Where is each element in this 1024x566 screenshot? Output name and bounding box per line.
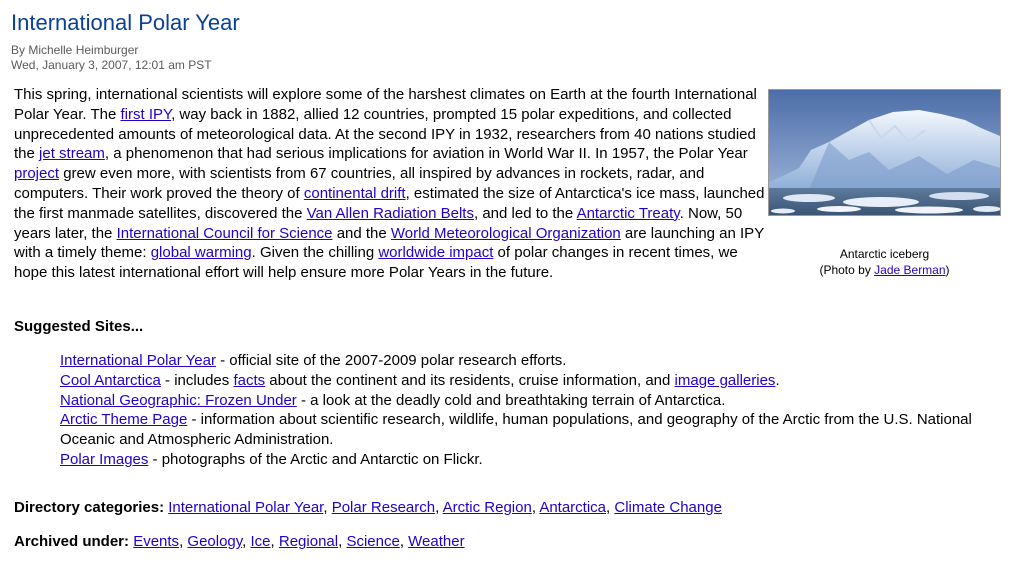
list-item <box>60 371 1010 391</box>
article-text: are launching an IPY with a timely theme: <box>14 224 764 262</box>
site-link-ipy[interactable]: International Polar Year <box>60 352 216 369</box>
article-text: , a phenomenon that had serious implications for aviation in World War II. In 1957, the Polar Year <box>104 145 748 163</box>
category-link-ipy[interactable]: International Polar Year <box>168 499 324 516</box>
category-link-polar-research[interactable]: Polar Research <box>331 499 436 516</box>
directory-categories <box>14 499 722 516</box>
photographer-link[interactable]: Jade Berman <box>874 263 946 277</box>
archived-label: Archived under: <box>14 533 130 550</box>
list-item <box>60 351 1010 371</box>
facts-link[interactable]: facts <box>233 371 266 389</box>
archive-link-science[interactable]: Science <box>346 533 400 550</box>
suggested-sites-list <box>60 351 1010 470</box>
antarctic-treaty-link[interactable]: Antarctic Treaty <box>576 204 680 222</box>
archived-under <box>14 533 465 550</box>
wmo-link[interactable]: World Meteorological Organization <box>390 224 621 242</box>
photo-credit <box>768 262 1001 278</box>
credit-prefix: (Photo by <box>819 263 875 277</box>
van-allen-belts-link[interactable]: Van Allen Radiation Belts <box>306 204 474 222</box>
site-link-arctic-theme[interactable]: Arctic Theme Page <box>60 411 188 429</box>
article-text: . Now, 50 years later, the <box>14 204 743 242</box>
site-description: - information about scientific research, wildlife, human populations, and geography of the Arctic from the U.S. National Oceanic and Atmospheric Administration. <box>60 411 972 449</box>
archive-link-events[interactable]: Events <box>133 533 180 550</box>
caption-text: Antarctic iceberg <box>839 247 930 261</box>
first-ipy-link[interactable]: first IPY <box>120 105 172 123</box>
article-text: , and led to the <box>473 204 577 222</box>
separator: , <box>323 499 332 516</box>
site-description: . <box>775 371 780 389</box>
list-item <box>60 410 1010 450</box>
global-warming-link[interactable]: global warming <box>150 244 252 262</box>
archive-link-ice[interactable]: Ice <box>250 533 271 550</box>
image-galleries-link[interactable]: image galleries <box>674 371 776 389</box>
list-item <box>60 391 1010 411</box>
site-description: - includes <box>160 371 234 389</box>
separator: , <box>399 533 409 550</box>
icsu-link[interactable]: International Council for Science <box>116 224 333 242</box>
suggested-sites-heading: Suggested Sites... <box>14 318 144 335</box>
list-item <box>60 450 1010 470</box>
article-text: This spring, international scientists will explore some of the harshest climates on Earth at the fourth International Polar Year. The <box>14 86 757 123</box>
archive-link-regional[interactable]: Regional <box>278 533 339 550</box>
page-title: International Polar Year <box>11 10 240 35</box>
separator: , <box>270 533 279 550</box>
separator: , <box>338 533 347 550</box>
site-link-polar-images[interactable]: Polar Images <box>60 450 149 468</box>
jet-stream-link[interactable]: jet stream <box>39 145 105 163</box>
worldwide-impact-link[interactable]: worldwide impact <box>378 244 494 262</box>
site-link-cool-antarctica[interactable]: Cool Antarctica <box>60 371 161 389</box>
article-text: and the <box>332 224 391 242</box>
site-link-natgeo[interactable]: National Geographic: Frozen Under <box>60 391 297 409</box>
byline <box>11 43 212 73</box>
site-description: - photographs of the Arctic and Antarctic on Flickr. <box>148 450 483 468</box>
article-text: of polar changes in recent times, we hope this latest international effort will help ensure more Polar Years in the future. <box>14 244 738 282</box>
publish-date: Wed, January 3, 2007, 12:01 am PST <box>11 58 212 72</box>
article-text: , way back in 1882, allied 12 countries, prompted 15 polar expeditions, and collected unprecedented amounts of meteorological data. At the second IPY in 1932, researchers from 40 nations studied the <box>14 105 756 163</box>
iceberg-photo <box>768 89 1001 216</box>
site-description: - a look at the deadly cold and breathtaking terrain of Antarctica. <box>296 391 726 409</box>
project-link[interactable]: project <box>14 165 60 183</box>
article-text: , estimated the size of Antarctica's ice mass, launched the first manmade satellites, discovered the <box>14 184 765 222</box>
category-link-climate-change[interactable]: Climate Change <box>614 499 722 516</box>
separator: , <box>435 499 443 516</box>
directory-label: Directory categories: <box>14 499 165 516</box>
continental-drift-link[interactable]: continental drift <box>303 184 406 202</box>
article-text: . Given the chilling <box>251 244 379 262</box>
separator: , <box>606 499 615 516</box>
separator: , <box>242 533 251 550</box>
archive-link-geology[interactable]: Geology <box>187 533 243 550</box>
site-description: about the continent and its residents, cruise information, and <box>265 371 675 389</box>
category-link-arctic-region[interactable]: Arctic Region <box>442 499 532 516</box>
author: By Michelle Heimburger <box>11 43 139 57</box>
article-body <box>14 85 766 283</box>
photo-figure <box>768 89 1001 278</box>
archive-link-weather[interactable]: Weather <box>408 533 465 550</box>
site-description: - official site of the 2007-2009 polar research efforts. <box>215 352 567 369</box>
photo-caption <box>768 246 1001 278</box>
article-text: grew even more, with scientists from 67 countries, all inspired by advances in rockets, radar, and computers. Their work proved the theory of <box>14 165 705 202</box>
category-link-antarctica[interactable]: Antarctica <box>539 499 607 516</box>
separator: , <box>531 499 540 516</box>
separator: , <box>179 533 188 550</box>
credit-suffix: ) <box>945 263 950 277</box>
